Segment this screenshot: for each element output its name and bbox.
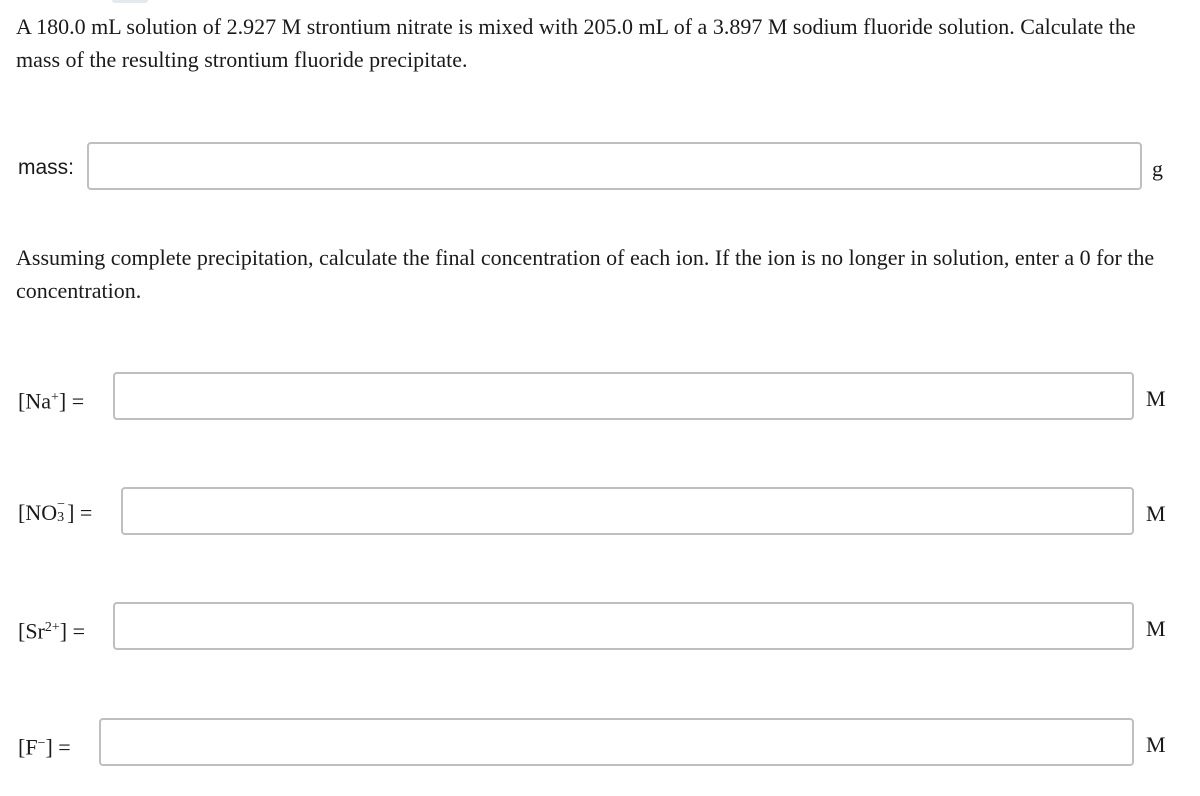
nitrate-ion-label: [NO − 3 ] = xyxy=(18,497,93,525)
fluoride-ion-row xyxy=(0,716,1200,772)
question-prompt-concentrations: Assuming complete precipitation, calculate the final concentration of each ion. If the ion is no longer in solution, enter a 0 for the concentration. xyxy=(16,245,1155,303)
sodium-ion-unit-label: M xyxy=(1146,386,1166,411)
fluoride-ion-unit-label: M xyxy=(1146,732,1166,757)
strontium-ion-row xyxy=(0,600,1200,656)
nitrate-ion-concentration-input[interactable] xyxy=(121,487,1134,535)
sodium-ion-row xyxy=(0,370,1200,426)
mass-input[interactable] xyxy=(87,142,1142,190)
nitrate-ion-charge: − xyxy=(57,497,66,512)
nitrate-ion-row xyxy=(0,485,1200,541)
fluoride-ion-label: [F−] = xyxy=(18,734,71,760)
question-prompt-mass: A 180.0 mL solution of 2.927 M strontium nitrate is mixed with 205.0 mL of a 3.897 M sodium fluoride solution. Calculate the mass of the resulting strontium fluoride precipitate. xyxy=(16,14,1136,72)
strontium-ion-concentration-input[interactable] xyxy=(113,602,1134,650)
nitrate-ion-unit-label: M xyxy=(1146,501,1166,526)
sodium-ion-label: [Na+] = xyxy=(18,388,85,414)
strontium-ion-label: $[Sr^{2+}]$ = xyxy=(18,618,86,644)
strontium-ion-unit-label: M xyxy=(1146,616,1166,641)
sodium-ion-charge: + xyxy=(50,390,59,405)
top-tab-edge xyxy=(112,0,148,3)
fluoride-ion-concentration-input[interactable] xyxy=(99,718,1134,766)
strontium-ion-charge: 2+ xyxy=(44,620,60,635)
sodium-ion-concentration-input[interactable] xyxy=(113,372,1134,420)
fluoride-ion-charge: − xyxy=(37,736,46,751)
mass-label: mass: xyxy=(18,156,75,179)
nitrate-ion-subscript: 3 xyxy=(57,510,65,525)
mass-unit-label: g xyxy=(1152,156,1163,181)
mass-answer-row xyxy=(0,140,1200,196)
